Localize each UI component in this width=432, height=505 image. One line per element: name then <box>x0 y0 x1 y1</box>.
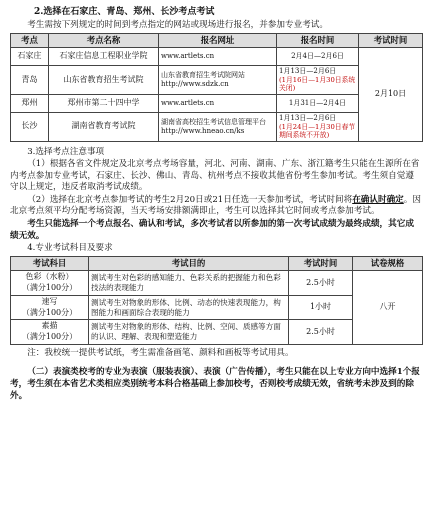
row-city: 青岛 <box>11 66 49 95</box>
subject-name: 速写 （满分100分） <box>11 295 89 320</box>
header-url: 报名网址 <box>159 33 277 47</box>
row-url: www.artlets.cn <box>159 48 277 66</box>
row-time-note: (1月16日—1月30日系统关闭) <box>279 75 356 93</box>
section-3-para-1: （1）根据各省文件规定及北京考点考场容量，河北、河南、湖南、广东、浙江籍考生只能在生源所在省内考点参加专业考试，石家庄、长沙、佛山、青岛、杭州考点不接收其他省份考生参加考试。考生须自觉遵守以上规定，违反者取消考试成绩。 <box>10 159 420 193</box>
row-time: 2月4日—2月6日 <box>277 48 359 66</box>
subject-name: 素描 （满分100分） <box>11 320 89 345</box>
subject-table-header <box>11 256 423 270</box>
subject-purpose: 测试考生对物象的形体、结构、比例、空间、质感等方面的认识、理解、表现和塑造能力 <box>89 320 289 345</box>
header-name: 考点名称 <box>49 33 159 47</box>
subject-table <box>10 256 423 345</box>
row-time-note: (1月24日—1月30日春节期间系统不开放) <box>279 122 356 140</box>
exam-table-header <box>11 33 423 47</box>
section-heading-2: 2.选择在石家庄、青岛、郑州、长沙考点考试 <box>34 7 215 17</box>
row-url: 湖南省高校招生考试信息管理平台 http://www.hneao.cn/ks <box>159 112 277 141</box>
section-4-title: 4.专业考试科目及要求 <box>27 243 113 254</box>
paper-size: 八开 <box>353 271 423 345</box>
intro-text: 考生需按下列规定的时间到考点指定的网站或现场进行报名，并参加专业考试。 <box>27 20 328 31</box>
row-site-name: 湖南省教育考试院 <box>49 112 159 141</box>
confirm-time-emphasis: 在确认时确定 <box>352 194 404 205</box>
row-time: 1月13日—2月6日 (1月16日—1月30日系统关闭) <box>277 66 359 95</box>
header-city: 考点 <box>11 33 49 47</box>
row-city: 长沙 <box>11 112 49 141</box>
table-row <box>11 271 423 296</box>
performance-section-paragraph: （二）表演类校考的专业为表演（服装表演）、表演（广告传播），考生只能在以上专业方向中选择1个报考，考生须在本省艺术类相应类别统考本科合格基础上参加校考，否则校考成绩无效，省统考未涉及到的除外。 <box>10 366 420 402</box>
header-exam-time: 考试时间 <box>359 33 423 47</box>
header-paper: 试卷规格 <box>353 256 423 270</box>
row-time: 1月31日—2月4日 <box>277 94 359 112</box>
row-url: www.artlets.cn <box>159 94 277 112</box>
row-time: 1月13日—2月6日 (1月24日—1月30日春节期间系统不开放) <box>277 112 359 141</box>
subject-duration: 1小时 <box>289 295 353 320</box>
section-3-title: 3.选择考点注意事项 <box>27 146 105 157</box>
exam-date: 2月10日 <box>359 48 423 141</box>
header-duration: 考试时间 <box>289 256 353 270</box>
subject-duration: 2.5小时 <box>289 320 353 345</box>
row-site-name: 石家庄信息工程职业学院 <box>49 48 159 66</box>
row-city: 郑州 <box>11 94 49 112</box>
subject-purpose: 测试考生对色彩的感知能力、色彩关系的把握能力和色彩技法的表现能力 <box>89 271 289 296</box>
exam-site-table <box>10 33 423 142</box>
section-3-para-3: 考生只能选择一个考点报名、确认和考试，多次考试者以所参加的第一次考试成绩为最终成绩，其它成绩无效。 <box>10 219 414 241</box>
row-url: 山东省教育招生考试院网站 http://www.sdzk.cn <box>159 66 277 95</box>
subject-purpose: 测试考生对物象的形体、比例、动态的快速表现能力，构图能力和画面综合表现的能力 <box>89 295 289 320</box>
materials-note: 注：我校统一提供考试纸，考生需准备画笔、颜料和画板等考试用具。 <box>27 347 294 358</box>
row-city: 石家庄 <box>11 48 49 66</box>
header-purpose: 考试目的 <box>89 256 289 270</box>
section-3-para-2: （2）选择在北京考点参加考试的考生2月20日或21日任选一天参加考试，考试时间将在确认时确定。因北京考点须平均分配考场资源，当天考场安排额满即止，考生可以选择其它时间或考点参加考试。 <box>10 194 421 217</box>
table-row <box>11 48 423 66</box>
subject-duration: 2.5小时 <box>289 271 353 296</box>
header-time: 报名时间 <box>277 33 359 47</box>
row-site-name: 山东省教育招生考试院 <box>49 66 159 95</box>
subject-name: 色彩（水粉） （满分100分） <box>11 271 89 296</box>
row-site-name: 郑州市第二十四中学 <box>49 94 159 112</box>
header-subject: 考试科目 <box>11 256 89 270</box>
